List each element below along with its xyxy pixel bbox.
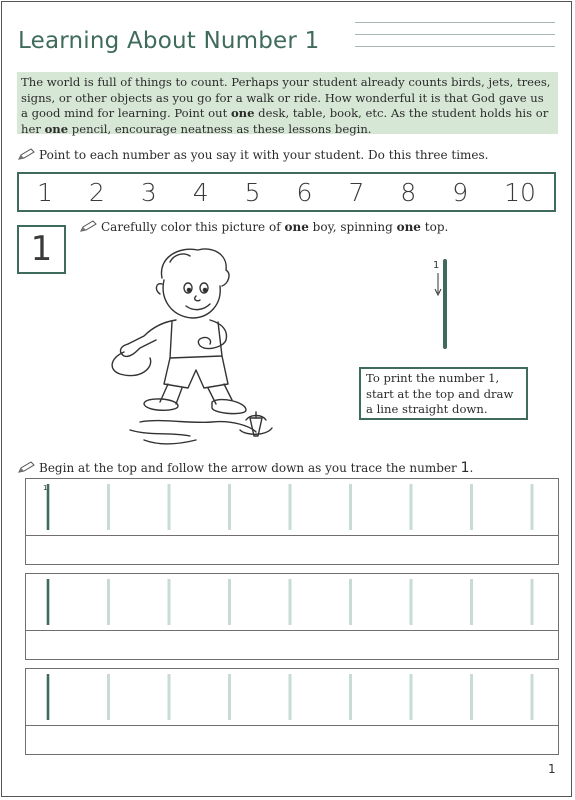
page-title: Learning About Number 1 [18, 28, 320, 54]
demo-stroke-label: 1 [433, 260, 440, 271]
page-number: 1 [548, 762, 556, 776]
stroke-order-label: 1 [43, 484, 48, 492]
number-3[interactable]: 3 [140, 177, 157, 207]
intro-paragraph [17, 72, 558, 134]
number-10[interactable]: 10 [504, 177, 536, 207]
intro-text: The world is full of things to count. Perhaps your student already counts birds, jets, trees, signs, or other objects as you go for a walk or ride. How wonderful it is that God gave us a good mind for learning. Point out [21, 75, 551, 120]
number-row [17, 172, 556, 212]
boy-spinning-top-illustration[interactable] [100, 240, 290, 450]
instruction-point-text: Point to each number as you say it with your student. Do this three times. [39, 148, 489, 162]
intro-text: desk, table, book, etc. As the student holds his or her [21, 106, 549, 136]
instr-trace-text: Begin at the top and follow the arrow down as you trace the number [39, 461, 461, 475]
number-8[interactable]: 8 [400, 177, 417, 207]
instr-bold-2: one [396, 220, 421, 234]
instr-text-1: Carefully color this picture of [101, 220, 285, 234]
number-2[interactable]: 2 [88, 177, 105, 207]
number-4[interactable]: 4 [192, 177, 209, 207]
trace-strokes[interactable] [25, 668, 559, 755]
instruction-trace [18, 460, 473, 476]
instruction-point [18, 148, 489, 162]
instr-text-2: boy, spinning [308, 220, 397, 234]
practice-row-3[interactable] [25, 668, 559, 755]
number-9[interactable]: 9 [452, 177, 469, 207]
tip-box: To print the number 1, start at the top and draw a line straight down. [359, 367, 528, 420]
demo-number-stroke [425, 255, 465, 350]
trace-strokes[interactable] [25, 478, 559, 565]
instr-trace-number: 1 [460, 460, 470, 476]
pencil-icon [80, 220, 98, 232]
name-lines[interactable] [355, 22, 555, 58]
big-number: 1 [17, 225, 66, 274]
practice-row-1[interactable] [25, 478, 559, 565]
instr-trace-end: . [469, 461, 474, 475]
intro-bold-word: one [230, 106, 255, 120]
instruction-color [80, 220, 448, 234]
instr-bold-1: one [284, 220, 309, 234]
number-6[interactable]: 6 [296, 177, 313, 207]
trace-strokes[interactable] [25, 573, 559, 660]
intro-bold-word: one [44, 121, 69, 136]
pencil-icon [18, 461, 36, 473]
intro-text: pencil, encourage neatness as these lessons begin. [68, 121, 372, 136]
instr-text-3: top. [420, 220, 449, 234]
practice-row-2[interactable] [25, 573, 559, 660]
pencil-icon [18, 148, 36, 160]
number-5[interactable]: 5 [244, 177, 261, 207]
number-1[interactable]: 1 [37, 177, 53, 207]
number-7[interactable]: 7 [348, 177, 365, 207]
